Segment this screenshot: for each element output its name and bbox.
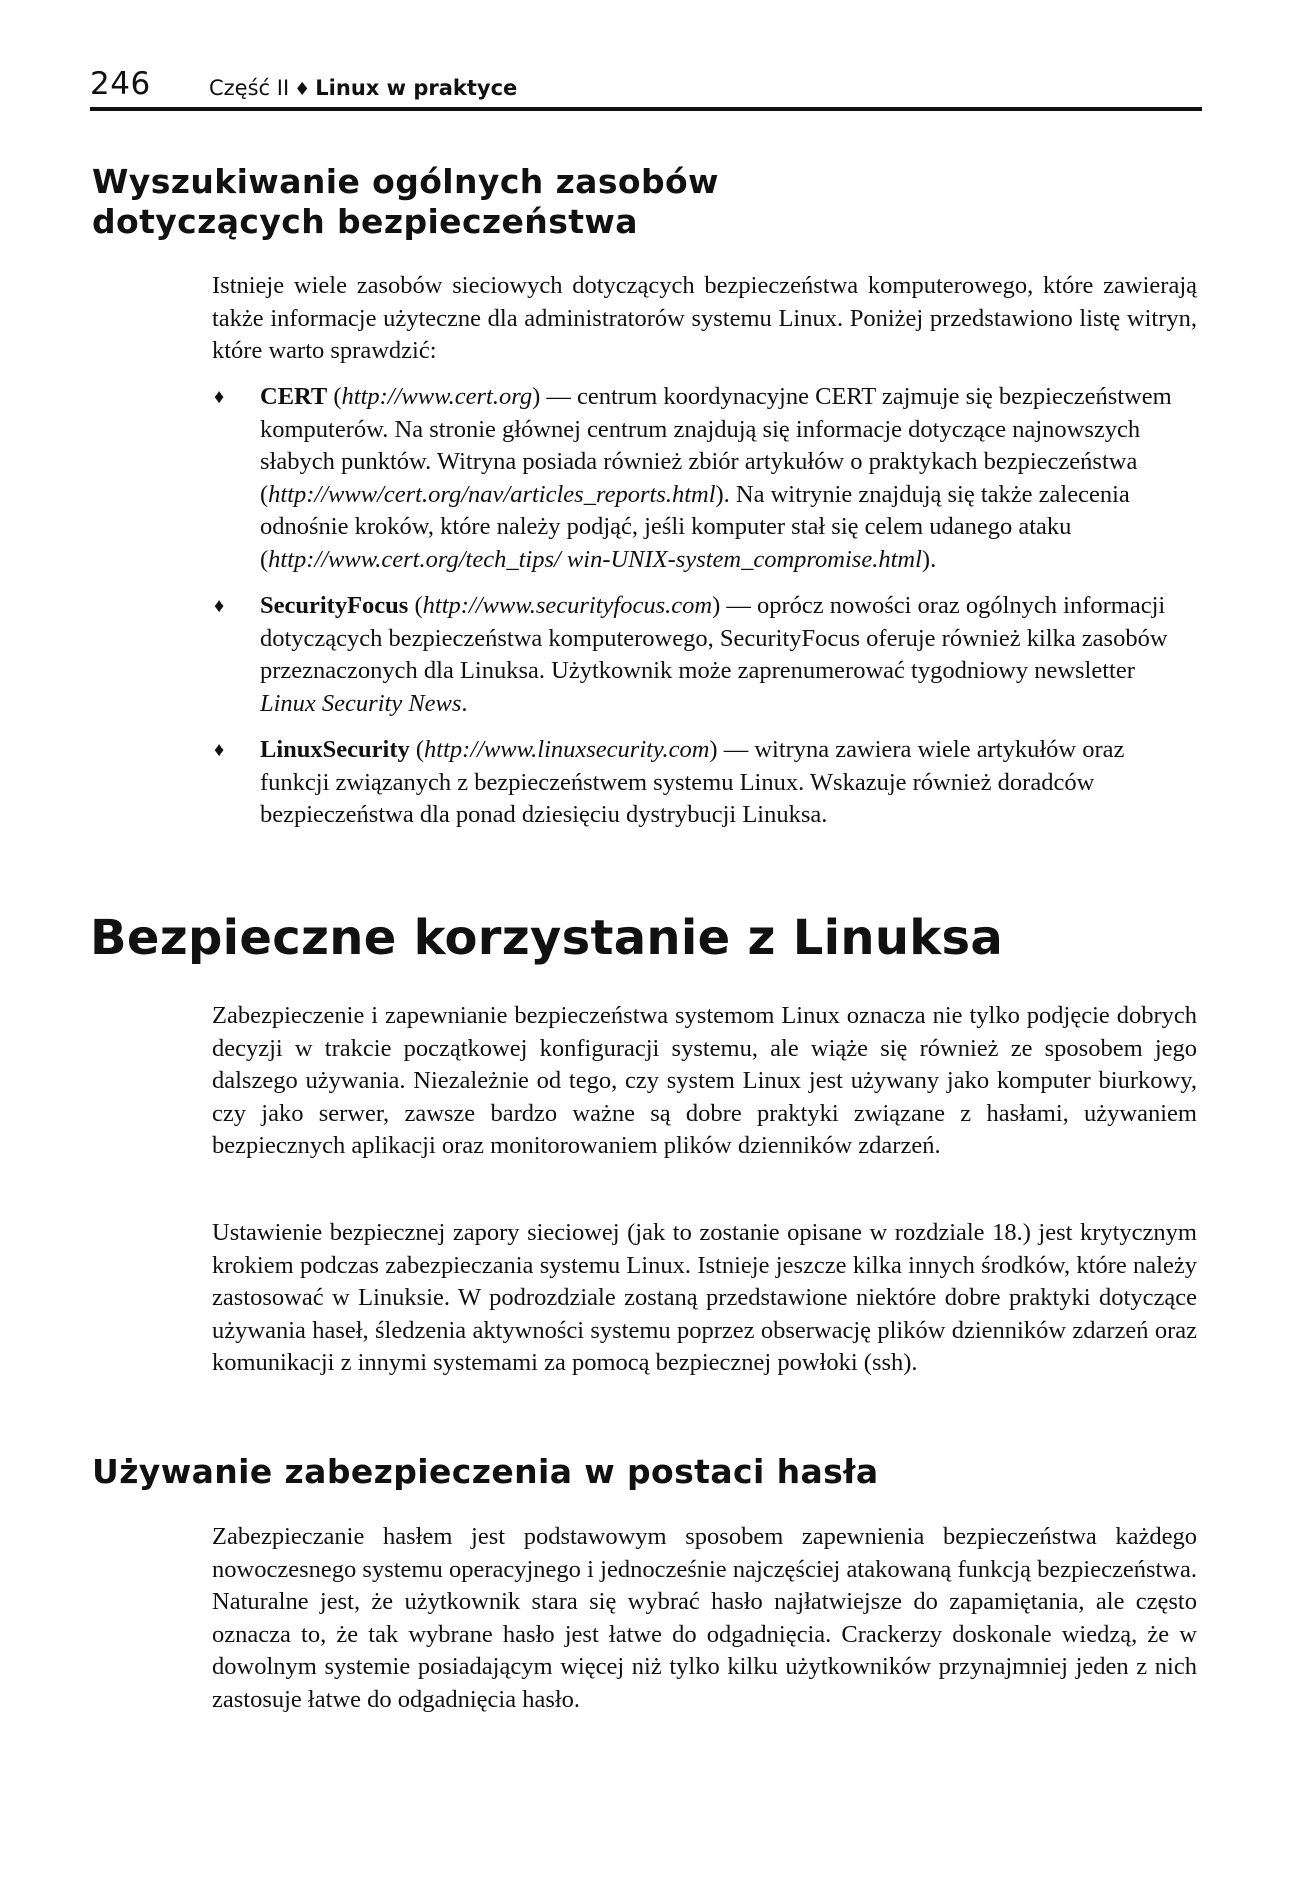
running-head — [90, 66, 1202, 106]
punctuation: ( — [409, 736, 425, 763]
site-description: ) — witryna zawiera wiele artykułów oraz funkcji związanych z bezpieczeństwem systemu Linux. Wskazuje również doradców bezpieczeństwa dla ponad dziesięciu dystrybucji Linuksa. — [260, 736, 1125, 828]
site-description-cont: ). Na witrynie znajdują się także zalecenia odnośnie kroków, które należy podjąć, jeśli komputer stał się celem udanego ataku ( — [260, 480, 1130, 573]
diamond-bullet-icon: ♦ — [214, 739, 225, 761]
header-rule — [90, 107, 1202, 111]
punctuation: ( — [327, 383, 342, 410]
chapter-section-heading: Bezpieczne korzystanie z Linuksa — [90, 910, 1004, 966]
site-link[interactable]: http://www.cert.org — [341, 383, 533, 410]
safe-usage-paragraph-1: Zabezpieczenie i zapewnianie bezpieczeństwa systemom Linux oznacza nie tylko podjęcie dobrych decyzji w trakcie początkowej konfiguracji systemu, ale wiąże się również ze sposobem jego dalszego używania. Niezależnie od tego, czy system Linux jest używany jako komputer biurkowy, czy jako serwer, zawsze bardzo ważne są dobre praktyki związane z hasłami, używaniem bezpiecznych aplikacji oraz monitorowaniem plików dzienników zdarzeń. — [212, 1002, 1197, 1159]
passwords-paragraph: Zabezpieczanie hasłem jest podstawowym sposobem zapewnienia bezpieczeństwa każdego nowoczesnego systemu operacyjnego i jednocześnie najczęściej atakowaną funkcją bezpieczeństwa. Naturalne jest, że użytkownik stara się wybrać hasło najłatwiejsze do zapamiętania, ale często oznacza to, że tak wybrane hasło jest łatwe do odgadnięcia. Crackerzy doskonale wiedzą, że w dowolnym systemie posiadającym więcej niż tylko kilku użytkowników przynajmniej jeden z nich zastosuje łatwe do odgadnięcia hasło. — [212, 1523, 1197, 1713]
diamond-bullet-icon: ♦ — [214, 595, 225, 617]
section-heading-line1: Wyszukiwanie ogólnych zasobów — [92, 162, 719, 201]
safe-usage-paragraph-2: Ustawienie bezpiecznej zapory sieciowej (jak to zostanie opisane w rozdziale 18.) jest krytycznym krokiem podczas zabezpieczania systemu Linux. Istnieje jeszcze kilka innych środków, które należy zastosować w Linuksie. W podrozdziale zostaną przedstawione niektóre dobre praktyki dotyczące używania haseł, śledzenia aktywności systemu poprzez obserwację plików dzienników zdarzeń oraz komunikacji z innymi systemami za pomocą bezpiecznej powłoki (ssh). — [212, 1219, 1197, 1376]
tech-tips-link[interactable]: http://www.cert.org/tech_tips/ win-UNIX-system_compromise.html — [268, 545, 922, 573]
resource-list — [212, 381, 1172, 846]
page-number: 246 — [90, 66, 151, 102]
section-heading-passwords: Używanie zabezpieczenia w postaci hasła — [92, 1452, 879, 1491]
punctuation: ( — [408, 592, 423, 619]
resources-intro-paragraph: Istnieje wiele zasobów sieciowych dotyczących bezpieczeństwa komputerowego, które zawierają także informacje użyteczne dla administratorów systemu Linux. Poniżej przedstawiono listę witryn, które warto sprawdzić: — [212, 272, 1197, 364]
closing-punctuation: . — [461, 689, 468, 717]
articles-link[interactable]: http://www/cert.org/nav/articles_reports.html — [268, 480, 716, 508]
site-name: SecurityFocus — [260, 592, 409, 619]
list-item-cert — [212, 381, 1172, 576]
site-link[interactable]: http://www.securityfocus.com — [422, 592, 713, 619]
list-item-linuxsecurity — [212, 734, 1172, 832]
site-name: LinuxSecurity — [260, 736, 410, 763]
site-name: CERT — [260, 383, 328, 410]
closing-punctuation: ). — [921, 545, 937, 573]
part-label — [209, 76, 517, 100]
part-title: Linux w praktyce — [315, 76, 518, 100]
site-description: ) — oprócz nowości oraz ogólnych informacji dotyczących bezpieczeństwa komputerowego, SecurityFocus oferuje również kilka zasobów przeznaczonych dla Linuksa. Użytkownik może zaprenumerować tygodniowy newsletter — [260, 592, 1168, 684]
diamond-bullet-icon: ♦ — [214, 386, 225, 408]
part-name: Część II — [209, 76, 290, 100]
newsletter-title: Linux Security News — [260, 689, 462, 717]
section-heading-line2: dotyczących bezpieczeństwa — [92, 202, 638, 241]
list-item-securityfocus — [212, 590, 1172, 720]
site-description: ) — centrum koordynacyjne CERT zajmuje się bezpieczeństwem komputerów. Na stronie głównej centrum znajdują się informacje dotyczące najnowszych słabych punktów. Witryna posiada również zbiór artykułów o praktykach bezpieczeństwa ( — [260, 383, 1172, 508]
section-heading-resources — [92, 162, 719, 242]
site-link[interactable]: http://www.linuxsecurity.com — [424, 736, 710, 763]
diamond-separator-icon: ♦ — [294, 79, 311, 100]
